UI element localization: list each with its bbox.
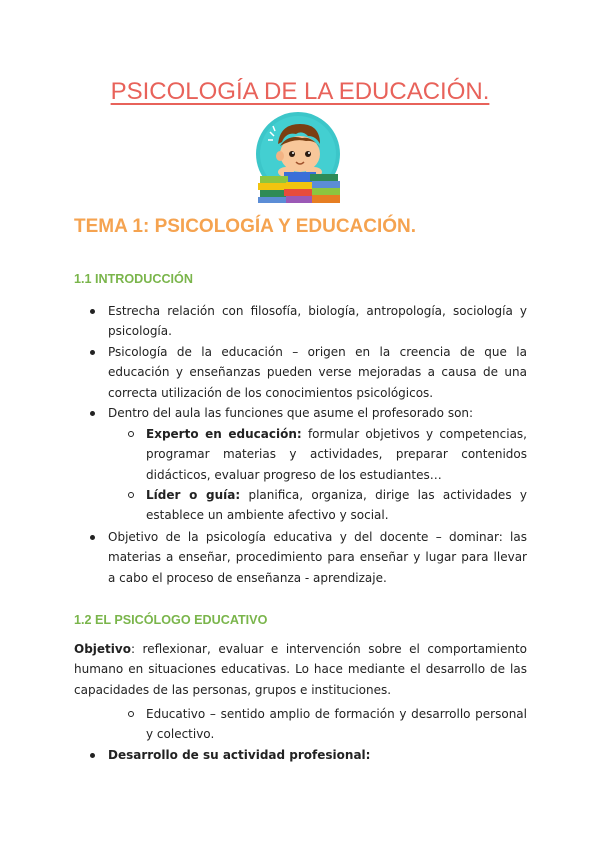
professional-activity-bullet: Desarrollo de su actividad profesional: [108, 748, 371, 762]
sub-item-leader [146, 485, 527, 526]
document-title: PSICOLOGÍA DE LA EDUCACIÓN. [110, 78, 490, 105]
sub-bullet-icon [128, 711, 134, 717]
bullet-icon [90, 350, 95, 355]
objective-label: Objetivo [74, 642, 131, 656]
sub-item-expert-label: Experto en educación: [146, 427, 302, 441]
bullet-icon [90, 753, 95, 758]
intro-bullet-4: Objetivo de la psicología educativa y del docente – dominar: las materias a enseñar, procedimiento para enseñar y lugar para llevar a cabo el proceso de enseñanza - aprendizaje. [108, 530, 527, 585]
child-reading-books-icon [246, 112, 350, 204]
section-1-2-title: 1.2 EL PSICÓLOGO EDUCATIVO [74, 613, 268, 627]
bullet-icon [90, 411, 95, 416]
objective-paragraph [74, 639, 527, 700]
topic-heading: TEMA 1: PSICOLOGÍA Y EDUCACIÓN. [74, 216, 417, 237]
sub-item-expert-text: formular objetivos y competencias, programar materias y actividades, preparar contenidos didácticos, evaluar progreso de los estudiantes… [146, 427, 527, 482]
sub-item-educativo: Educativo – sentido amplio de formación y desarrollo personal y colectivo. [146, 707, 527, 742]
sub-bullet-icon [128, 431, 134, 437]
sub-item-leader-text: planifica, organiza, dirige las actividades y establece un ambiente afectivo y social. [146, 488, 527, 523]
intro-bullet-3: Dentro del aula las funciones que asume el profesorado son: [108, 406, 474, 420]
bullet-icon [90, 535, 95, 540]
objective-text: : reflexionar, evaluar e intervención sobre el comportamiento humano en situaciones educativas. Lo hace mediante el desarrollo de las capacidades de las personas, grupos e instituciones. [74, 642, 527, 697]
sub-item-expert [146, 424, 527, 485]
intro-bullet-1: Estrecha relación con filosofía, biología, antropología, sociología y psicología. [108, 304, 527, 339]
intro-bullet-2: Psicología de la educación – origen en la creencia de que la educación y enseñanzas pueden verse mejoradas a causa de una correcta utilización de los conocimientos psicológicos. [108, 345, 527, 400]
sub-bullet-icon [128, 492, 134, 498]
section-1-1-title: 1.1 INTRODUCCIÓN [74, 272, 193, 286]
sub-item-leader-label: Líder o guía: [146, 488, 241, 502]
bullet-icon [90, 309, 95, 314]
